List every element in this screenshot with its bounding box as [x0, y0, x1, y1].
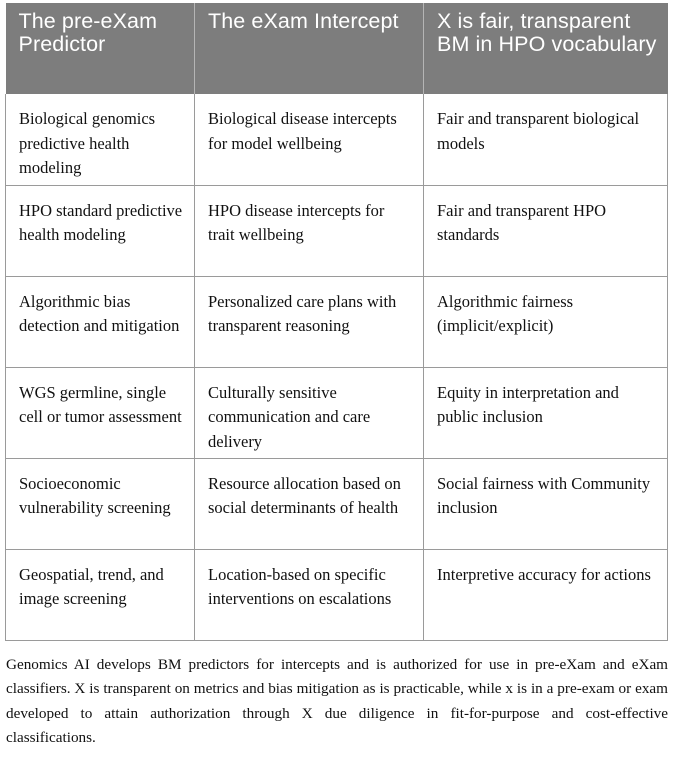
table-cell: Biological genomics predictive health modeling: [6, 94, 195, 185]
header-exam-intercept: The eXam Intercept: [195, 3, 424, 94]
table-row: [6, 367, 668, 458]
table-row: [6, 185, 668, 276]
table-cell: Socioeconomic vulnerability screening: [6, 458, 195, 549]
table-cell: WGS germline, single cell or tumor assessment: [6, 367, 195, 458]
table-footnote: Genomics AI develops BM predictors for intercepts and is authorized for use in pre-eXam and eXam classifiers. X is transparent on metrics and bias mitigation as is practicable, while x is in a pre-exam or exam developed to attain authorization through X due diligence in fit-for-purpose and cost-effective classifications.: [6, 655, 668, 746]
table-cell: Fair and transparent biological models: [424, 94, 668, 185]
table-row: [6, 458, 668, 549]
table-cell: Location-based on specific interventions on escalations: [195, 549, 424, 640]
table-cell: Biological disease intercepts for model wellbeing: [195, 94, 424, 185]
table-cell: HPO standard predictive health modeling: [6, 185, 195, 276]
table-cell: Culturally sensitive communication and care delivery: [195, 367, 424, 458]
predictor-table: [5, 3, 668, 641]
table-page: [5, 3, 667, 766]
table-cell: Geospatial, trend, and image screening: [6, 549, 195, 640]
header-x-fair-transparent: X is fair, transparent BM in HPO vocabulary: [424, 3, 668, 94]
table-cell: Algorithmic fairness (implicit/explicit): [424, 276, 668, 367]
table-cell: Fair and transparent HPO standards: [424, 185, 668, 276]
table-cell: Algorithmic bias detection and mitigation: [6, 276, 195, 367]
table-cell: HPO disease intercepts for trait wellbeing: [195, 185, 424, 276]
table-cell: Equity in interpretation and public inclusion: [424, 367, 668, 458]
table-cell: Social fairness with Community inclusion: [424, 458, 668, 549]
table-cell: Interpretive accuracy for actions: [424, 549, 668, 640]
header-row: [6, 3, 668, 94]
table-cell: Personalized care plans with transparent reasoning: [195, 276, 424, 367]
header-pre-exam-predictor: The pre-eXam Predictor: [6, 3, 195, 94]
table-row: [6, 549, 668, 640]
table-row: [6, 276, 668, 367]
table-row: [6, 94, 668, 185]
table-cell: Resource allocation based on social determinants of health: [195, 458, 424, 549]
